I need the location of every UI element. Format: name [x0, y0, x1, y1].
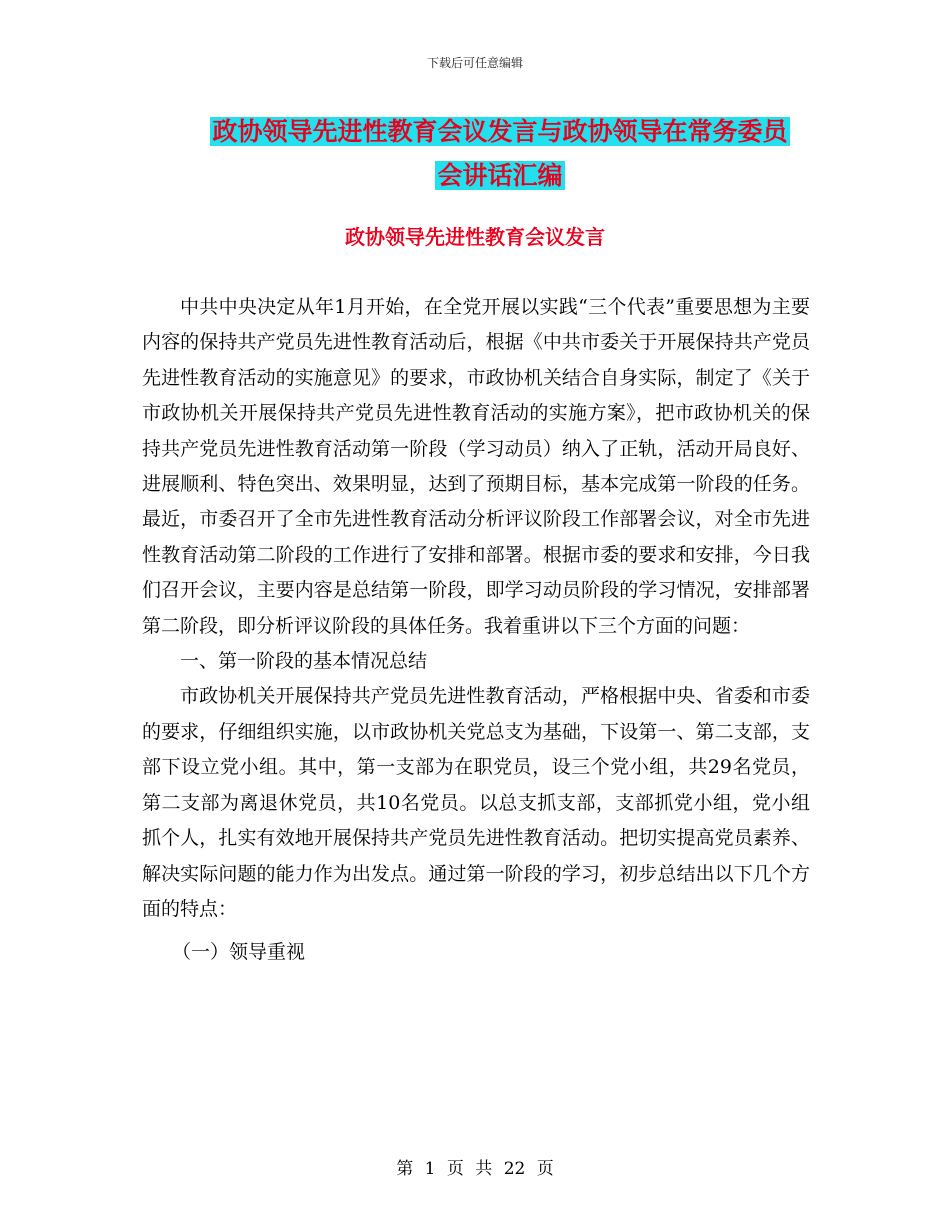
page-header: 下载后可任意编辑 [426, 56, 523, 70]
document-title [140, 110, 860, 198]
document-title-line2: 会讲话汇编 [437, 161, 563, 190]
document-title-line1: 政协领导先进性教育会议发言与政协领导在常务委员 [212, 117, 788, 146]
paragraph: 市政协机关开展保持共产党员先进性教育活动，严格根据中央、省委和市委的要求，仔细组织实施，以市政协机关党总支为基础，下设第一、第二支部，支部下设立党小组。其中，第一支部为在职党员，设三个党小组，共29名党员，第二支部为离退休党员，共10名党员。以总支抓支部，支部抓党小组，党小组抓个人，扎实有效地开展保持共产党员先进性教育活动。把切实提高党员素养、解决实际问题的能力作为出发点。通过第一阶段的学习，初步总结出以下几个方面的特点： [142, 685, 810, 920]
paragraph: 中共中央决定从年1月开始，在全党开展以实践“三个代表”重要思想为主要内容的保持共产党员先进性教育活动后，根据《中共市委关于开展保持共产党员先进性教育活动的实施意见》的要求，市政协机关结合自身实际，制定了《关于市政协机关开展保持共产党员先进性教育活动的实施方案》，把市政协机关的保持共产党员先进性教育活动第一阶段（学习动员）纳入了正轨，活动开局良好、进展顺利、特色突出、效果明显，达到了预期目标，基本完成第一阶段的任务。最近，市委召开了全市先进性教育活动分析评议阶段工作部署会议，对全市先进性教育活动第二阶段的工作进行了安排和部署。根据市委的要求和安排，今日我们召开会议，主要内容是总结第一阶段，即学习动员阶段的学习情况，安排部署第二阶段，即分析评议阶段的具体任务。我着重讲以下三个方面的问题： [142, 296, 810, 637]
document-body [142, 290, 810, 971]
section-heading: 一、第一阶段的基本情况总结 [180, 650, 428, 673]
page-number-footer: 第 1 页 共 22 页 [396, 1159, 554, 1179]
subsection-heading: （一）领导重视 [172, 941, 306, 964]
section-title: 政协领导先进性教育会议发言 [345, 225, 605, 249]
